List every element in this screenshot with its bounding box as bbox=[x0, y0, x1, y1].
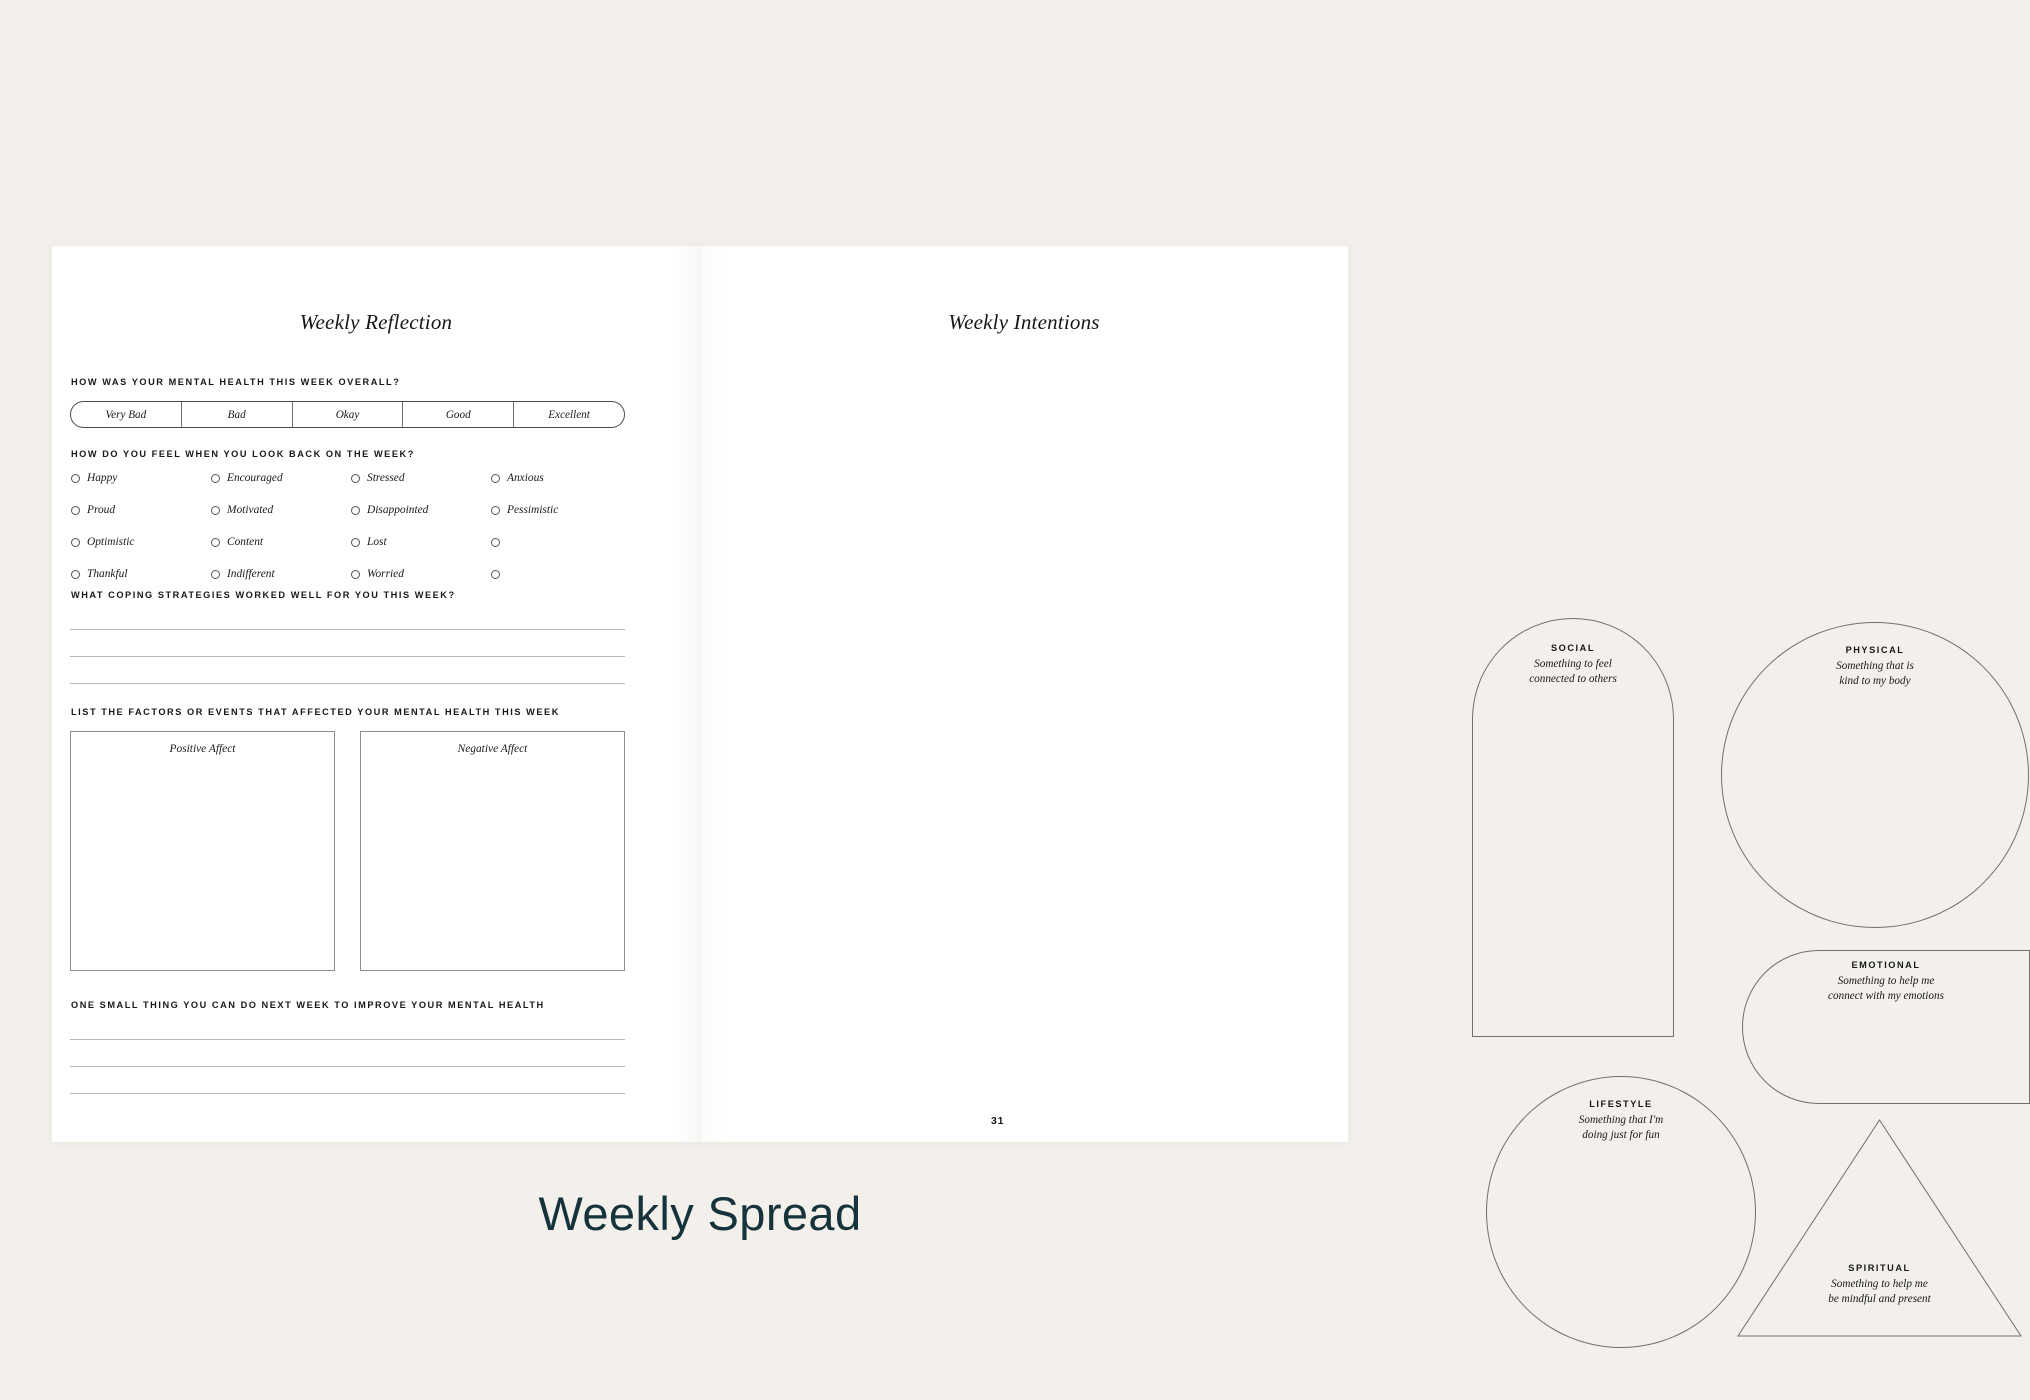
left-page-weekly-reflection bbox=[52, 246, 700, 1142]
writein-line[interactable] bbox=[70, 683, 625, 684]
feeling-option-blank[interactable] bbox=[491, 536, 631, 548]
intention-shape-lifestyle[interactable] bbox=[1486, 1076, 1756, 1348]
next-week-writein-lines[interactable] bbox=[70, 1039, 625, 1094]
writein-line[interactable] bbox=[70, 1039, 625, 1040]
positive-affect-box[interactable] bbox=[70, 731, 335, 971]
writein-line[interactable] bbox=[70, 629, 625, 630]
intention-text-emotional bbox=[1743, 960, 2029, 1005]
page-title-weekly-reflection: Weekly Reflection bbox=[299, 310, 453, 334]
feeling-label: Indifferent bbox=[227, 568, 275, 580]
radio-icon[interactable] bbox=[351, 538, 360, 547]
scale-option-okay[interactable]: Okay bbox=[293, 402, 404, 427]
intention-label-spiritual: SPIRITUAL bbox=[1848, 1263, 1911, 1273]
feeling-label: Optimistic bbox=[87, 536, 135, 548]
feeling-option[interactable] bbox=[71, 568, 211, 580]
feeling-label: Lost bbox=[367, 536, 387, 548]
feeling-option[interactable] bbox=[351, 504, 491, 516]
negative-affect-title: Negative Affect bbox=[457, 743, 528, 755]
radio-icon[interactable] bbox=[351, 474, 360, 483]
radio-icon[interactable] bbox=[71, 474, 80, 483]
label-coping-question: WHAT COPING STRATEGIES WORKED WELL FOR YOU THIS WEEK? bbox=[71, 590, 456, 600]
intention-prompt-social: Something to feel connected to others bbox=[1529, 658, 1617, 686]
negative-affect-box[interactable] bbox=[360, 731, 625, 971]
intention-text-lifestyle bbox=[1487, 1099, 1755, 1144]
scale-option-bad[interactable]: Bad bbox=[182, 402, 293, 427]
label-factors-question: LIST THE FACTORS OR EVENTS THAT AFFECTED YOUR MENTAL HEALTH THIS WEEK bbox=[71, 707, 560, 717]
radio-icon[interactable] bbox=[211, 506, 220, 515]
label-feelings-question: HOW DO YOU FEEL WHEN YOU LOOK BACK ON THE WEEK? bbox=[71, 449, 415, 459]
intention-label-social: SOCIAL bbox=[1550, 643, 1595, 653]
scale-option-very-bad[interactable]: Very Bad bbox=[71, 402, 182, 427]
radio-icon[interactable] bbox=[71, 570, 80, 579]
feeling-label: Motivated bbox=[227, 504, 274, 516]
intention-label-emotional: EMOTIONAL bbox=[1851, 960, 1921, 970]
radio-icon[interactable] bbox=[71, 538, 80, 547]
writein-line[interactable] bbox=[70, 1066, 625, 1067]
mental-health-rating-scale[interactable] bbox=[70, 401, 625, 428]
writein-line[interactable] bbox=[70, 1093, 625, 1094]
radio-icon[interactable] bbox=[351, 570, 360, 579]
spread-caption: Weekly Spread bbox=[538, 1187, 862, 1240]
feeling-option[interactable] bbox=[71, 472, 211, 484]
radio-icon[interactable] bbox=[351, 506, 360, 515]
intention-text-physical bbox=[1722, 645, 2028, 690]
feeling-option[interactable] bbox=[211, 472, 351, 484]
intention-shape-social[interactable] bbox=[1472, 618, 1674, 1037]
intention-text-social bbox=[1473, 643, 1673, 688]
scale-option-excellent[interactable]: Excellent bbox=[548, 408, 590, 421]
page-number: 31 bbox=[991, 1115, 1005, 1127]
label-next-week-question: ONE SMALL THING YOU CAN DO NEXT WEEK TO IMPROVE YOUR MENTAL HEALTH bbox=[71, 1000, 545, 1010]
radio-icon[interactable] bbox=[211, 474, 220, 483]
radio-icon[interactable] bbox=[71, 506, 80, 515]
radio-icon[interactable] bbox=[491, 538, 500, 547]
feeling-label: Disappointed bbox=[367, 504, 429, 516]
writein-line[interactable] bbox=[70, 656, 625, 657]
feeling-option[interactable] bbox=[351, 472, 491, 484]
feeling-label: Thankful bbox=[87, 568, 128, 580]
feeling-label: Content bbox=[227, 536, 264, 548]
intention-shape-physical[interactable] bbox=[1721, 622, 2029, 928]
feeling-label: Pessimistic bbox=[507, 504, 559, 516]
feeling-option[interactable] bbox=[351, 536, 491, 548]
intention-prompt-emotional: Something to help me connect with my emotions bbox=[1828, 975, 1944, 1003]
radio-icon[interactable] bbox=[211, 538, 220, 547]
feeling-label: Encouraged bbox=[227, 472, 283, 484]
positive-affect-title: Positive Affect bbox=[169, 743, 236, 755]
intention-shape-emotional[interactable] bbox=[1742, 950, 2030, 1104]
radio-icon[interactable] bbox=[491, 506, 500, 515]
feeling-option[interactable] bbox=[211, 536, 351, 548]
intention-label-lifestyle: LIFESTYLE bbox=[1589, 1099, 1653, 1109]
intention-label-physical: PHYSICAL bbox=[1845, 645, 1905, 655]
feeling-option[interactable] bbox=[491, 504, 631, 516]
intention-prompt-spiritual: Something to help me be mindful and present bbox=[1828, 1278, 1931, 1306]
feeling-label: Proud bbox=[87, 504, 116, 516]
intention-prompt-lifestyle: Something that I'm doing just for fun bbox=[1578, 1114, 1664, 1142]
intention-shape-spiritual[interactable] bbox=[1737, 1119, 2022, 1337]
feeling-label: Anxious bbox=[507, 472, 544, 484]
label-overall-question: HOW WAS YOUR MENTAL HEALTH THIS WEEK OVERALL? bbox=[71, 377, 401, 387]
feelings-checklist bbox=[71, 472, 631, 580]
feeling-option-blank[interactable] bbox=[491, 568, 631, 580]
feeling-option[interactable] bbox=[211, 504, 351, 516]
coping-writein-lines[interactable] bbox=[70, 629, 625, 684]
scale-option-good[interactable]: Good bbox=[403, 402, 514, 427]
feeling-option[interactable] bbox=[71, 536, 211, 548]
feeling-label: Worried bbox=[367, 568, 404, 580]
page-title-weekly-intentions: Weekly Intentions bbox=[948, 310, 1100, 334]
radio-icon[interactable] bbox=[491, 570, 500, 579]
feeling-label: Stressed bbox=[367, 472, 405, 484]
intention-prompt-physical: Something that is kind to my body bbox=[1836, 660, 1914, 688]
intention-text-spiritual bbox=[1737, 1263, 2022, 1308]
radio-icon[interactable] bbox=[211, 570, 220, 579]
feeling-option[interactable] bbox=[71, 504, 211, 516]
feeling-option[interactable] bbox=[351, 568, 491, 580]
feeling-option[interactable] bbox=[211, 568, 351, 580]
radio-icon[interactable] bbox=[491, 474, 500, 483]
feeling-option[interactable] bbox=[491, 472, 631, 484]
feeling-label: Happy bbox=[87, 472, 118, 484]
affect-boxes bbox=[70, 731, 625, 971]
